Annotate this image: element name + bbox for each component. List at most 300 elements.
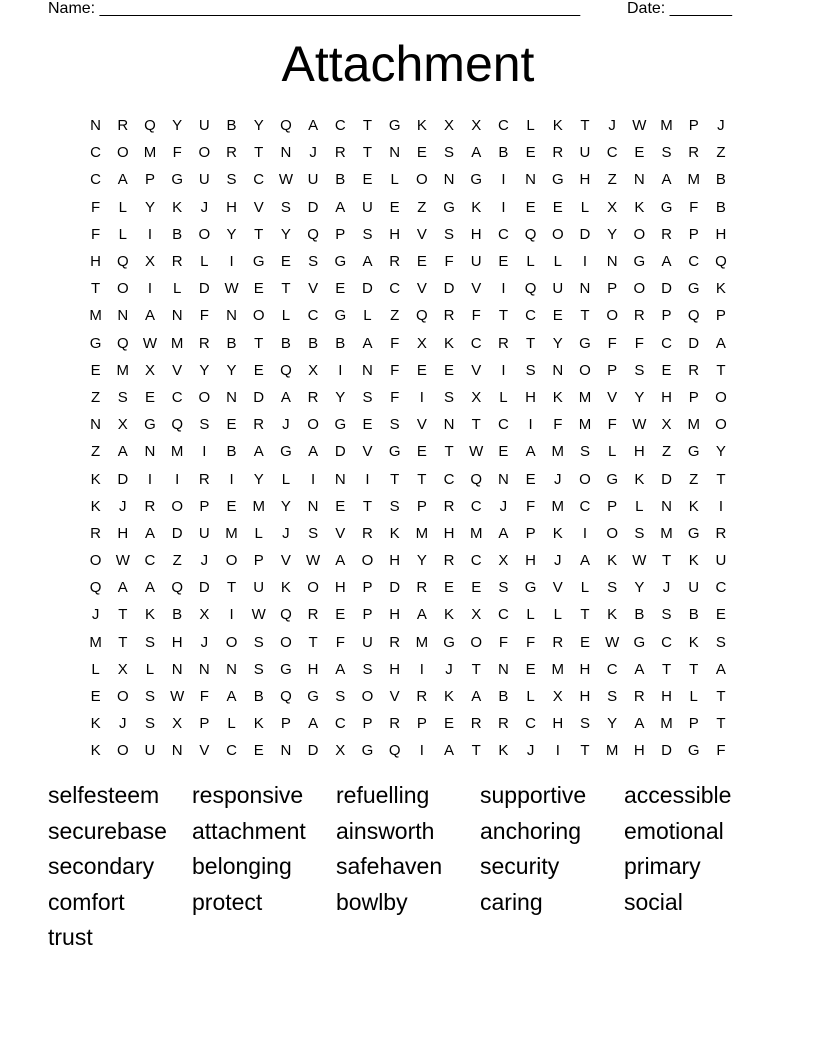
grid-letter: P (607, 280, 618, 298)
grid-letter: B (172, 606, 183, 624)
grid-letter: M (225, 524, 238, 542)
grid-letter: Z (390, 307, 400, 325)
grid-letter: N (198, 660, 210, 678)
grid-letter: S (253, 660, 264, 678)
grid-letter: O (715, 416, 727, 434)
grid-letter: T (254, 144, 264, 162)
grid-letter: J (282, 524, 290, 542)
grid-letter: C (470, 497, 482, 515)
grid-letter: W (306, 552, 321, 570)
grid-letter: B (715, 198, 726, 216)
grid-letter: R (389, 633, 401, 651)
grid-letter: F (199, 688, 209, 706)
date-line: Date: _______ (627, 0, 732, 17)
grid-letter: Y (634, 388, 645, 406)
grid-letter: S (389, 497, 400, 515)
grid-letter: S (444, 388, 455, 406)
grid-letter: G (687, 742, 700, 760)
word-list-item: caring (480, 888, 543, 915)
grid-letter: W (251, 606, 266, 624)
grid-letter: U (362, 198, 373, 216)
grid-letter: P (199, 497, 210, 515)
grid-letter: K (552, 388, 563, 406)
grid-letter: X (144, 361, 155, 379)
grid-letter: F (335, 633, 345, 651)
grid-letter: T (91, 280, 101, 298)
grid-letter: M (687, 416, 700, 434)
grid-letter: W (632, 552, 647, 570)
word-list-item: security (480, 853, 560, 880)
grid-letter: O (470, 633, 483, 651)
grid-letter: Q (116, 334, 129, 352)
grid-letter: E (362, 171, 373, 189)
grid-letter: M (551, 443, 565, 461)
grid-letter: X (607, 198, 618, 216)
grid-letter: A (308, 117, 319, 135)
grid-letter: G (579, 334, 591, 352)
grid-letter: E (498, 443, 509, 461)
grid-letter: S (362, 225, 373, 243)
grid-letter: T (444, 443, 454, 461)
grid-letter: F (390, 361, 400, 379)
grid-letter: A (308, 443, 319, 461)
grid-letter: T (471, 416, 481, 434)
grid-letter: V (471, 280, 482, 298)
grid-letter: K (688, 633, 699, 651)
grid-letter: R (552, 144, 564, 162)
word-list-item: accessible (624, 782, 732, 809)
grid-letter: O (198, 388, 211, 406)
grid-letter: S (715, 633, 726, 651)
grid-letter: I (202, 443, 207, 461)
grid-letter: G (144, 416, 156, 434)
grid-letter: O (579, 470, 591, 488)
grid-letter: S (607, 688, 618, 706)
grid-letter: T (281, 280, 291, 298)
grid-letter: T (661, 660, 672, 678)
grid-letter: A (634, 660, 645, 678)
grid-letter: I (229, 606, 234, 624)
grid-letter: M (469, 524, 483, 542)
grid-letter: A (362, 334, 373, 352)
grid-letter: T (716, 470, 726, 488)
grid-letter: I (501, 280, 506, 298)
grid-letter: R (171, 253, 183, 271)
grid-letter: Q (144, 117, 156, 135)
grid-letter: H (525, 388, 537, 406)
grid-letter: Y (226, 225, 237, 243)
grid-letter: J (200, 552, 209, 570)
grid-letter: O (225, 633, 238, 651)
grid-letter: G (334, 416, 347, 434)
grid-letter: L (607, 443, 617, 461)
grid-letter: L (145, 660, 155, 678)
grid-letter: S (144, 633, 155, 651)
grid-letter: R (389, 715, 401, 733)
grid-letter: R (144, 497, 156, 515)
grid-letter: S (498, 579, 509, 597)
grid-letter: C (389, 280, 401, 298)
grid-letter: G (388, 117, 401, 135)
grid-letter: L (553, 606, 562, 624)
grid-letter: G (443, 633, 455, 651)
grid-letter: J (554, 470, 562, 488)
grid-letter: C (334, 715, 346, 733)
grid-letter: E (362, 416, 373, 434)
grid-letter: U (198, 117, 210, 135)
grid-letter: B (688, 606, 699, 624)
grid-letter: K (471, 198, 482, 216)
grid-letter: M (687, 171, 700, 189)
grid-letter: F (553, 416, 563, 434)
grid-letter: L (526, 253, 535, 271)
grid-letter: I (501, 198, 506, 216)
grid-letter: P (335, 225, 346, 243)
grid-letter: X (335, 742, 346, 760)
grid-letter: M (605, 742, 619, 760)
grid-letter: N (334, 470, 346, 488)
grid-letter: F (716, 742, 726, 760)
grid-letter: W (224, 280, 239, 298)
grid-letter: Q (524, 280, 537, 298)
grid-letter: V (389, 688, 400, 706)
grid-letter: I (229, 470, 234, 488)
grid-letter: V (280, 552, 291, 570)
letter-grid (82, 112, 734, 765)
grid-letter: G (687, 443, 700, 461)
grid-letter: C (171, 388, 183, 406)
grid-letter: G (633, 253, 646, 271)
grid-letter: K (688, 497, 699, 515)
grid-letter: F (689, 198, 699, 216)
grid-letter: H (661, 688, 672, 706)
grid-letter: C (525, 715, 537, 733)
word-list-item: comfort (48, 888, 125, 915)
grid-letter: F (634, 334, 644, 352)
grid-letter: Z (172, 552, 182, 570)
grid-letter: Y (335, 388, 346, 406)
grid-letter: O (116, 742, 129, 760)
grid-letter: V (471, 361, 482, 379)
grid-letter: Y (172, 117, 183, 135)
grid-letter: C (525, 307, 537, 325)
grid-letter: A (226, 688, 237, 706)
grid-letter: L (172, 280, 182, 298)
grid-letter: C (606, 144, 618, 162)
word-list-item: social (624, 888, 683, 915)
grid-letter: T (118, 633, 128, 651)
name-line: Name: ______________________________________________________ (48, 0, 581, 17)
grid-letter: N (443, 416, 455, 434)
grid-letter: T (716, 715, 726, 733)
grid-letter: N (606, 253, 618, 271)
grid-letter: K (634, 198, 645, 216)
grid-letter: O (116, 688, 129, 706)
grid-letter: T (580, 117, 590, 135)
grid-letter: V (416, 280, 427, 298)
grid-letter: G (252, 253, 265, 271)
grid-letter: U (552, 280, 564, 298)
grid-letter: R (389, 253, 401, 271)
grid-letter: X (552, 688, 563, 706)
grid-letter: E (226, 497, 237, 515)
grid-letter: E (253, 361, 264, 379)
grid-letter: K (389, 524, 400, 542)
grid-letter: K (90, 470, 101, 488)
grid-letter: T (390, 470, 400, 488)
grid-letter: P (688, 715, 699, 733)
grid-letter: J (119, 497, 127, 515)
grid-letter: O (171, 497, 183, 515)
grid-letter: S (525, 361, 536, 379)
grid-letter: X (471, 117, 482, 135)
word-list-item: securebase (48, 817, 167, 844)
grid-letter: T (716, 688, 726, 706)
grid-letter: H (579, 688, 591, 706)
grid-letter: E (552, 307, 563, 325)
grid-letter: Z (91, 388, 101, 406)
grid-letter: P (688, 225, 699, 243)
grid-letter: P (715, 307, 726, 325)
grid-letter: Z (607, 171, 617, 189)
grid-letter: K (444, 606, 455, 624)
grid-letter: J (282, 416, 290, 434)
grid-letter: X (117, 660, 128, 678)
grid-letter: W (605, 633, 620, 651)
grid-letter: N (661, 497, 672, 515)
grid-letter: H (226, 198, 237, 216)
grid-letter: B (308, 334, 319, 352)
grid-letter: V (172, 361, 183, 379)
grid-letter: G (551, 171, 564, 189)
grid-letter: D (334, 443, 346, 461)
grid-letter: F (172, 144, 182, 162)
grid-letter: O (633, 225, 646, 243)
grid-letter: M (116, 361, 130, 379)
grid-letter: E (525, 660, 536, 678)
grid-letter: J (526, 742, 535, 760)
header (48, 0, 748, 20)
word-list-item: anchoring (480, 817, 582, 844)
grid-letter: G (361, 742, 374, 760)
grid-letter: C (253, 171, 265, 189)
grid-letter: V (199, 742, 210, 760)
grid-letter: I (175, 470, 180, 488)
grid-letter: W (469, 443, 484, 461)
word-list-item: attachment (192, 817, 306, 844)
grid-letter: O (307, 416, 319, 434)
grid-letter: S (634, 361, 645, 379)
grid-letter: Y (253, 117, 264, 135)
grid-letter: T (362, 497, 373, 515)
grid-letter: O (89, 552, 102, 570)
grid-letter: M (415, 633, 429, 651)
grid-letter: S (362, 388, 373, 406)
grid-letter: U (362, 633, 373, 651)
grid-letter: G (307, 688, 319, 706)
grid-letter: P (362, 579, 373, 597)
grid-letter: V (416, 416, 427, 434)
grid-letter: D (117, 470, 129, 488)
grid-letter: E (280, 253, 291, 271)
grid-letter: J (445, 660, 453, 678)
grid-letter: S (308, 524, 319, 542)
grid-letter: D (661, 470, 672, 488)
grid-letter: O (116, 144, 129, 162)
grid-letter: Q (388, 742, 401, 760)
grid-letter: O (606, 524, 618, 542)
grid-letter: F (390, 388, 400, 406)
grid-letter: E (715, 606, 726, 624)
grid-letter: A (144, 307, 155, 325)
grid-letter: H (171, 633, 183, 651)
grid-letter: Q (280, 117, 292, 135)
grid-letter: Q (116, 253, 129, 271)
grid-letter: G (687, 524, 700, 542)
grid-letter: P (199, 715, 210, 733)
grid-letter: U (470, 253, 482, 271)
grid-letter: N (226, 660, 237, 678)
grid-letter: X (471, 388, 482, 406)
grid-letter: H (389, 552, 401, 570)
grid-letter: D (688, 334, 700, 352)
grid-letter: C (497, 416, 509, 434)
grid-letter: U (688, 579, 700, 597)
grid-letter: N (171, 742, 183, 760)
grid-letter: D (443, 280, 455, 298)
grid-letter: X (444, 117, 455, 135)
grid-letter: E (253, 280, 264, 298)
grid-letter: H (633, 443, 645, 461)
grid-letter: E (90, 688, 101, 706)
grid-letter: C (226, 742, 237, 760)
grid-letter: Q (280, 606, 292, 624)
grid-letter: Q (171, 579, 183, 597)
grid-letter: K (280, 579, 291, 597)
grid-letter: N (443, 171, 455, 189)
grid-letter: O (198, 144, 211, 162)
grid-letter: X (199, 606, 210, 624)
grid-letter: E (634, 144, 645, 162)
grid-letter: M (660, 715, 673, 733)
grid-letter: E (661, 361, 672, 379)
grid-letter: J (119, 715, 127, 733)
grid-letter: E (416, 443, 427, 461)
grid-letter: A (661, 253, 672, 271)
grid-letter: Q (307, 225, 319, 243)
grid-letter: J (91, 606, 100, 624)
grid-letter: H (579, 171, 591, 189)
grid-letter: B (280, 334, 291, 352)
grid-letter: A (117, 171, 128, 189)
grid-letter: I (419, 742, 424, 760)
grid-letter: T (498, 307, 508, 325)
grid-letter: I (528, 416, 533, 434)
grid-letter: W (278, 171, 293, 189)
grid-letter: K (172, 198, 183, 216)
grid-letter: A (335, 660, 346, 678)
grid-letter: A (335, 552, 346, 570)
word-list-item: protect (192, 888, 263, 915)
grid-letter: B (226, 334, 237, 352)
grid-letter: R (633, 307, 645, 325)
word-list-item: selfesteem (48, 782, 160, 809)
grid-letter: A (498, 524, 509, 542)
grid-letter: T (254, 225, 264, 243)
grid-letter: P (416, 497, 427, 515)
grid-letter: Y (715, 443, 726, 461)
grid-letter: J (200, 198, 209, 216)
grid-letter: J (662, 579, 671, 597)
grid-letter: N (226, 388, 237, 406)
grid-letter: T (580, 606, 590, 624)
grid-letter: Y (226, 361, 237, 379)
grid-letter: N (389, 144, 401, 162)
grid-letter: H (117, 524, 129, 542)
grid-letter: M (252, 497, 265, 515)
grid-letter: N (525, 171, 537, 189)
grid-letter: Y (144, 198, 155, 216)
grid-letter: E (416, 144, 427, 162)
grid-letter: A (144, 579, 155, 597)
grid-letter: W (170, 688, 185, 706)
grid-letter: R (443, 497, 455, 515)
grid-letter: T (362, 144, 373, 162)
grid-letter: A (634, 715, 645, 733)
grid-letter: O (116, 280, 129, 298)
grid-letter: U (579, 144, 591, 162)
grid-letter: N (280, 144, 292, 162)
grid-letter: E (525, 470, 536, 488)
grid-letter: K (607, 552, 618, 570)
grid-letter: P (144, 171, 155, 189)
grid-letter: E (498, 253, 509, 271)
grid-letter: S (444, 225, 455, 243)
grid-letter: I (718, 497, 723, 515)
grid-letter: L (118, 225, 127, 243)
grid-letter: K (715, 280, 726, 298)
grid-letter: S (117, 388, 128, 406)
grid-letter: M (415, 524, 429, 542)
grid-letter: Y (607, 225, 618, 243)
grid-letter: E (471, 579, 482, 597)
grid-letter: L (499, 388, 508, 406)
grid-letter: E (444, 361, 455, 379)
grid-letter: S (308, 253, 319, 271)
grid-letter: M (170, 334, 184, 352)
grid-letter: P (280, 715, 291, 733)
grid-letter: O (633, 280, 646, 298)
grid-letter: N (171, 660, 183, 678)
grid-letter: R (198, 334, 210, 352)
grid-letter: P (607, 497, 618, 515)
grid-letter: R (688, 144, 700, 162)
grid-letter: S (661, 144, 672, 162)
grid-letter: L (281, 307, 291, 325)
grid-letter: Y (416, 552, 427, 570)
grid-letter: L (526, 117, 535, 135)
grid-letter: T (118, 606, 128, 624)
grid-letter: U (144, 742, 156, 760)
grid-letter: Q (280, 688, 292, 706)
grid-letter: V (416, 225, 427, 243)
grid-letter: I (147, 470, 153, 488)
grid-letter: T (471, 742, 481, 760)
grid-letter: L (526, 606, 535, 624)
grid-letter: K (552, 117, 563, 135)
word-list-item: secondary (48, 853, 155, 880)
grid-letter: E (335, 497, 346, 515)
